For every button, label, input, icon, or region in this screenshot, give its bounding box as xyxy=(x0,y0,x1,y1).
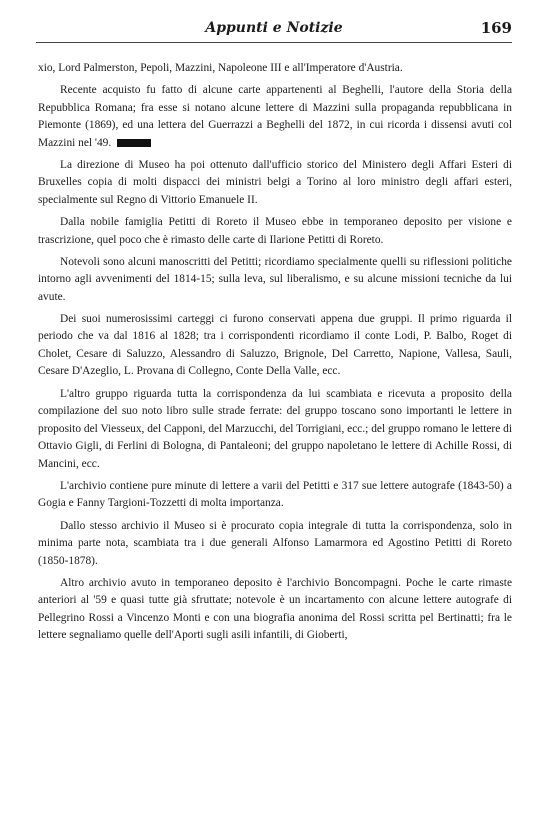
paragraph-7: L'altro gruppo riguarda tutta la corrispondenza da lui scambiata e ricevuta a proposito della compilazione del suo noto libro sulle strade ferrate: del gruppo toscano sono importanti le lettere in proposito del Viesseux, del Capponi, del Marzucchi, del Torrigiani, ecc.; del gruppo romano le lettere di Ottavio Gigli, di Ferlini di Bologna, di Pantaleoni; del gruppo napoletano le lettere di Achille Rossi, di Mancini, ecc. xyxy=(38,387,512,470)
paragraph-9: Dallo stesso archivio il Museo si è procurato copia integrale di tutta la corrispondenza, solo in minima parte nota, scambiata tra i due generali Alfonso Lamarmora ed Agostino Petitti di Roreto (1850-1878). xyxy=(38,519,512,567)
paragraph-5: Notevoli sono alcuni manoscritti del Petitti; ricordiamo specialmente quelli su riflessioni politiche intorno agli avvenimenti del 1814-15; sulla leva, sul liberalismo, e su alcune missioni tecniche da lui avute. xyxy=(38,255,512,303)
running-title: Appunti e Notizie xyxy=(205,20,343,36)
ink-blot-mark xyxy=(117,139,151,147)
page-number: 169 xyxy=(480,19,512,37)
paragraph-10: Altro archivio avuto in temporaneo deposito è l'archivio Boncompagni. Poche le carte rimaste anteriori al '59 e quasi tutte già sfruttate; notevole è un incartamento con alcune lettere autografe di Pellegrino Rossi a Vincenzo Monti e con una biografia anonima del Rossi scritta pel Bertinatti; fra le lettere segnaliamo quelle dell'Aporti sugli asili infantili, di Gioberti, xyxy=(38,576,512,642)
paragraph-8: L'archivio contiene pure minute di lettere a varii del Petitti e 317 sue lettere autografe (1843-50) a Gogia e Fanny Targioni-Tozzetti di molta importanza. xyxy=(38,479,512,510)
paragraph-4: Dalla nobile famiglia Petitti di Roreto il Museo ebbe in temporaneo deposito per visione e trascrizione, quel poco che è rimasto delle carte di Ilarione Petitti di Roreto. xyxy=(38,216,512,246)
paragraph-2-text: Recente acquisto fu fatto di alcune carte appartenenti al Beghelli, l'autore della Storia della Repubblica Romana; fra esse si notano alcune lettere di Mazzini sulla propaganda repubblicana in Piemonte (1869), ed una lettera del Guerrazzi a Beghelli del 1872, in cui ricorda i dissensi avuti col Mazzini nel '49. xyxy=(38,84,512,149)
page-header xyxy=(36,16,512,43)
paragraph-2 xyxy=(38,82,512,152)
paragraph-1: xio, Lord Palmerston, Pepoli, Mazzini, Napoleone III e all'Imperatore d'Austria. xyxy=(38,62,403,74)
paragraph-3: La direzione di Museo ha poi ottenuto dall'ufficio storico del Ministero degli Affari Esteri di Bruxelles copia di molti dispacci dei ministri belgi a Torino al loro ministro degli affari esteri, specialmente sul Regno di Vittorio Emanuele II. xyxy=(38,158,512,206)
body-text xyxy=(38,60,512,649)
paragraph-6: Dei suoi numerosissimi carteggi ci furono conservati appena due gruppi. Il primo riguarda il periodo che va dal 1816 al 1828; tra i corrispondenti ricordiamo il conte Lodi, P. Balbo, Roget di Cholet, Cesare di Saluzzo, Alessandro di Saluzzo, Brignole, Del Carretto, Napione, Vallesa, Sauli, Cesare D'Azeglio, L. Provana di Collegno, Conte Della Valle, ecc. xyxy=(38,312,512,378)
